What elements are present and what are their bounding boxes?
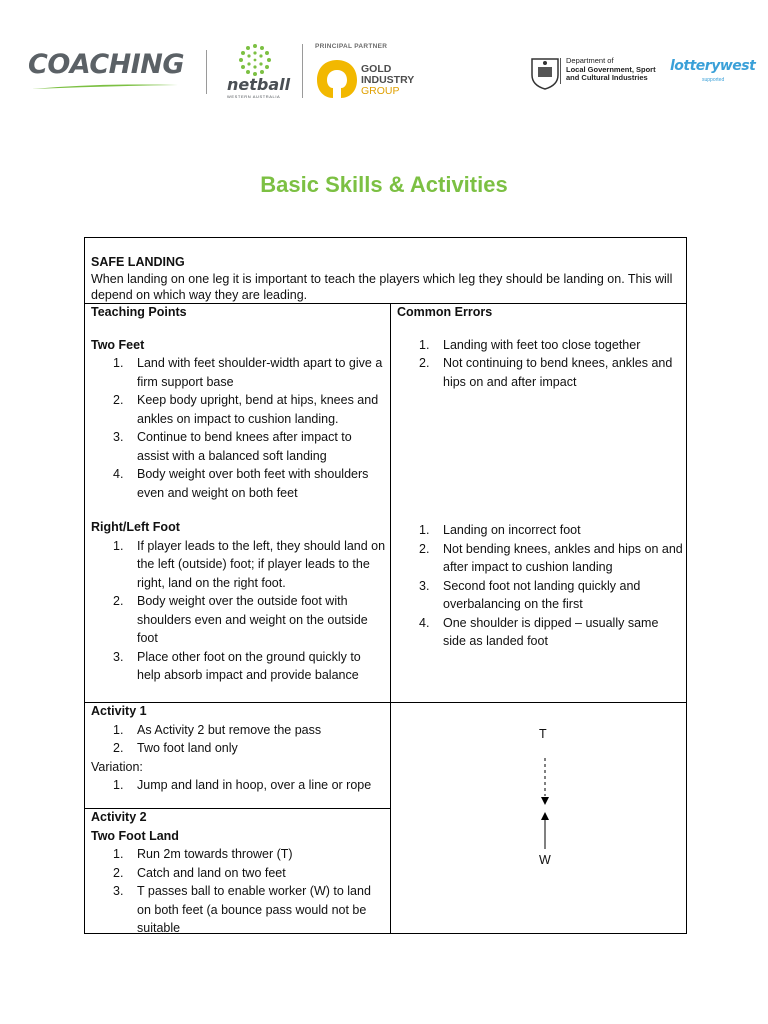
netball-wa-logo: netball WESTERN AUSTRALIA: [223, 42, 293, 100]
teaching-points-header: Teaching Points: [91, 305, 187, 319]
worker-label: W: [539, 853, 551, 867]
list-number: 2.: [113, 865, 124, 880]
list-item: [397, 540, 683, 577]
page-title: Basic Skills & Activities: [260, 172, 508, 197]
right-left-foot-heading: Right/Left Foot: [91, 520, 180, 534]
two-feet-heading: Two Feet: [91, 337, 145, 352]
netball-dots-icon: [235, 42, 275, 76]
variation-label: Variation:: [91, 759, 143, 774]
activity-1-list: [91, 721, 386, 758]
list-number: 4.: [419, 615, 430, 630]
activity-2-subheading: Two Foot Land: [91, 828, 179, 843]
list-item: [91, 592, 386, 648]
common-errors-cell: [397, 303, 683, 391]
drill-diagram: [535, 756, 555, 852]
list-item: [397, 577, 683, 614]
list-number: 2.: [419, 356, 430, 370]
list-text: Catch and land on two feet: [137, 865, 286, 880]
list-number: 3.: [113, 430, 124, 444]
variation-list: [91, 776, 386, 795]
list-text: If player leads to the left, they should land on the left (outside) foot; if player leads to the right, land on the right foot.: [137, 538, 386, 590]
list-number: 1.: [113, 778, 124, 792]
two-feet-errors-list: [397, 336, 683, 392]
list-text: Not continuing to bend knees, ankles and hips on and after impact: [443, 356, 673, 389]
list-number: 1.: [419, 337, 430, 352]
list-number: 1.: [113, 538, 124, 553]
wa-government-crest-icon: [528, 55, 562, 91]
list-number: 1.: [419, 523, 430, 537]
list-text: Second foot not landing quickly and overbalancing on the first: [443, 578, 641, 611]
logo-divider: [206, 50, 207, 94]
list-text: One shoulder is dipped – usually same side as landed foot: [443, 615, 659, 648]
activity-1-cell: [91, 702, 386, 795]
list-number: 2.: [113, 741, 124, 755]
two-feet-list: [91, 354, 386, 502]
skills-table: [84, 237, 687, 934]
list-item: [397, 354, 683, 391]
right-left-errors-list: [397, 521, 683, 651]
list-number: 2.: [113, 594, 124, 608]
logo-divider: [302, 44, 303, 98]
list-item: [91, 537, 386, 593]
list-item: [91, 648, 386, 685]
list-text: Run 2m towards thrower (T): [137, 847, 293, 861]
list-item: [91, 882, 386, 938]
safe-landing-text: When landing on one leg it is important to teach the players which leg they should be landing on. This will depend on which way they are leading.: [91, 271, 673, 302]
list-item: [397, 521, 683, 540]
list-item: [91, 739, 386, 758]
list-text: Body weight over the outside foot with shoulders even and weight on the outside foot: [137, 594, 368, 645]
list-text: Continue to bend knees after impact to assist with a balanced soft landing: [137, 430, 352, 463]
right-left-foot-list: [91, 537, 386, 685]
lotterywest-logo: lotterywest: [670, 58, 756, 74]
department-text: Department of Local Government, Sport and Cultural Industries: [566, 56, 656, 82]
logo-divider: [560, 58, 561, 84]
activity-1-heading: Activity 1: [91, 704, 147, 718]
list-number: 1.: [113, 847, 124, 861]
arrow-down-icon: [541, 797, 549, 805]
list-item: [91, 354, 386, 391]
list-text: Place other foot on the ground quickly to help absorb impact and provide balance: [137, 649, 361, 682]
gold-industry-group-text: GOLD INDUSTRY GROUP: [361, 63, 415, 97]
list-text: Land with feet shoulder-width apart to give a firm support base: [137, 356, 383, 389]
safe-landing-cell: [91, 254, 683, 304]
list-item: [397, 336, 683, 355]
common-errors-header: Common Errors: [397, 305, 493, 319]
list-text: Two foot land only: [137, 741, 238, 755]
list-item: [397, 614, 683, 651]
list-number: 3.: [419, 578, 430, 593]
safe-landing-heading: SAFE LANDING: [91, 255, 185, 269]
lotterywest-supported-label: supported: [702, 77, 725, 83]
list-number: 4.: [113, 467, 124, 481]
column-divider: [390, 303, 391, 934]
principal-partner-label: PRINCIPAL PARTNER: [315, 43, 388, 50]
activity-2-list: [91, 845, 386, 938]
list-text: As Activity 2 but remove the pass: [137, 722, 322, 737]
coaching-swoosh-icon: [30, 83, 180, 91]
list-item: [91, 721, 386, 740]
list-number: 2.: [419, 541, 430, 556]
list-item: [91, 465, 386, 502]
arrow-up-icon: [541, 812, 549, 820]
list-text: Landing with feet too close together: [443, 337, 641, 352]
list-item: [91, 776, 386, 795]
list-item: [91, 391, 386, 428]
header-logos: [0, 0, 768, 120]
activity-2-heading: Activity 2: [91, 810, 147, 824]
activity-2-cell: [91, 808, 386, 938]
list-number: 3.: [113, 884, 124, 898]
list-text: T passes ball to enable worker (W) to land on both feet (a bounce pass would not be suitable: [137, 884, 371, 935]
teaching-points-cell: [91, 303, 386, 685]
list-text: Jump and land in hoop, over a line or rope: [137, 778, 372, 792]
list-number: 3.: [113, 649, 124, 664]
list-item: [91, 864, 386, 883]
right-left-errors-cell: [397, 521, 683, 651]
list-text: Keep body upright, bend at hips, knees and ankles on impact to cushion landing.: [137, 393, 379, 426]
list-item: [91, 845, 386, 864]
thrower-label: T: [539, 727, 547, 741]
list-text: Landing on incorrect foot: [443, 523, 581, 537]
list-number: 1.: [113, 722, 124, 737]
coaching-logo: COACHING: [28, 50, 184, 80]
list-text: Not bending knees, ankles and hips on and after impact to cushion landing: [443, 541, 683, 574]
gold-industry-group-logo-icon: [315, 56, 359, 100]
list-text: Body weight over both feet with shoulders even and weight on both feet: [137, 467, 369, 500]
list-number: 2.: [113, 393, 124, 407]
list-item: [91, 428, 386, 465]
list-number: 1.: [113, 356, 124, 370]
